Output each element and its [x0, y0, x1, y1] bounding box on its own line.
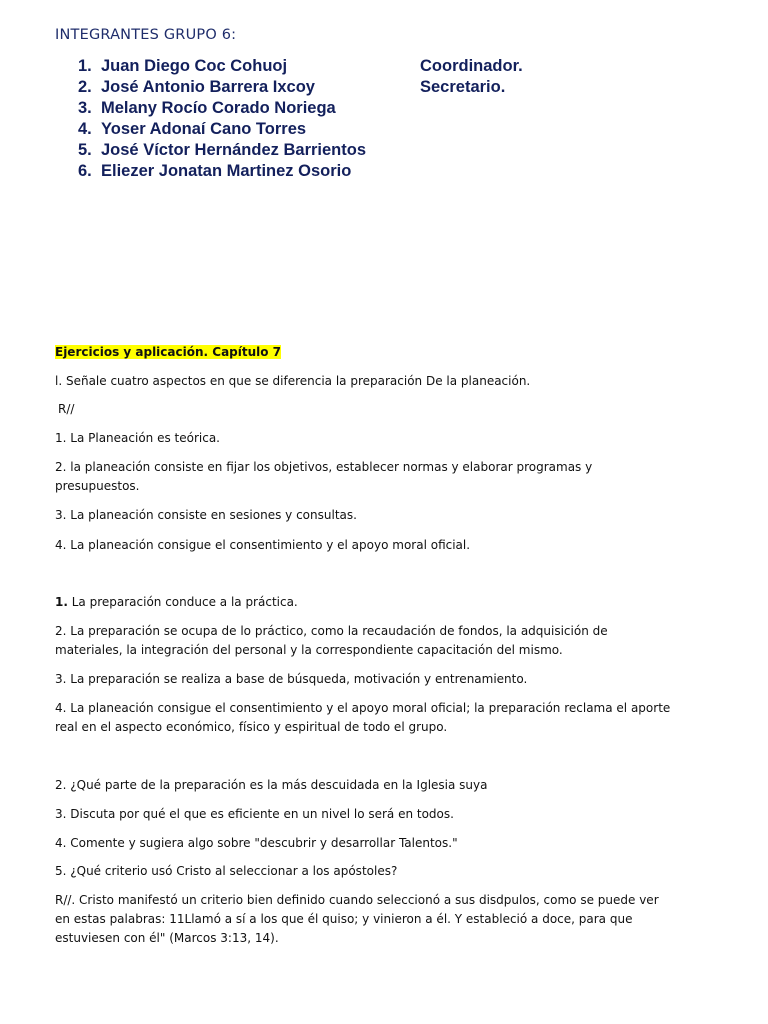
member-item	[78, 78, 506, 99]
preparacion-number: 1.	[55, 595, 68, 609]
preparacion-item: 4. La planeación consigue el consentimiento y el apoyo moral oficial; la preparación reclama el aporte	[55, 701, 671, 715]
section-heading: Ejercicios y aplicación. Capítulo 7	[55, 345, 282, 359]
member-name: José Antonio Barrera Ixcoy	[101, 78, 315, 96]
group-title: INTEGRANTES GRUPO 6:	[55, 27, 237, 43]
member-name: Eliezer Jonatan Martinez Osorio	[101, 162, 352, 180]
preparacion-text: La preparación conduce a la práctica.	[67, 595, 298, 609]
member-number: 3.	[78, 99, 92, 117]
answer-marker: R//	[58, 402, 75, 416]
planeacion-item: 4. La planeación consigue el consentimiento y el apoyo moral oficial.	[55, 538, 471, 552]
preparacion-item: 3. La preparación se realiza a base de búsqueda, motivación y entrenamiento.	[55, 672, 528, 686]
preparacion-item: real en el aspecto económico, físico y espiritual de todo el grupo.	[55, 720, 448, 734]
member-number: 2.	[78, 78, 92, 96]
preparacion-item: materiales, la integración del personal y la correspondiente capacitación del mismo.	[55, 643, 563, 657]
member-item	[78, 120, 306, 141]
question-4: 4. Comente y sugiera algo sobre "descubrir y desarrollar Talentos."	[55, 836, 458, 850]
planeacion-item: 2. la planeación consiste en fijar los objetivos, establecer normas y elaborar programas y	[55, 460, 593, 474]
member-name: José Víctor Hernández Barrientos	[101, 141, 366, 159]
member-item	[78, 162, 351, 183]
final-answer-line: estuviesen con él" (Marcos 3:13, 14).	[55, 931, 279, 945]
member-role: Secretario.	[420, 78, 506, 96]
planeacion-item: 3. La planeación consiste en sesiones y consultas.	[55, 508, 357, 522]
question-2: 2. ¿Qué parte de la preparación es la más descuidada en la Iglesia suya	[55, 778, 488, 792]
final-answer-line: en estas palabras: 11Llamó a sí a los que él quiso; y vinieron a él. Y estableció a doce, para que	[55, 912, 633, 926]
member-item	[78, 57, 523, 78]
preparacion-item: 2. La preparación se ocupa de lo práctico, como la recaudación de fondos, la adquisición de	[55, 624, 608, 638]
member-item	[78, 141, 366, 162]
question-3: 3. Discuta por qué el que es eficiente en un nivel lo será en todos.	[55, 807, 454, 821]
member-name: Melany Rocío Corado Noriega	[101, 99, 336, 117]
preparacion-item	[55, 593, 715, 612]
member-name: Juan Diego Coc Cohuoj	[101, 57, 288, 75]
member-number: 1.	[78, 57, 92, 75]
question-5: 5. ¿Qué criterio usó Cristo al seleccionar a los apóstoles?	[55, 864, 398, 878]
planeacion-item: 1. La Planeación es teórica.	[55, 431, 220, 445]
member-item	[78, 99, 336, 120]
member-number: 5.	[78, 141, 92, 159]
question-1: l. Señale cuatro aspectos en que se diferencia la preparación De la planeación.	[55, 374, 531, 388]
member-name: Yoser Adonaí Cano Torres	[101, 120, 307, 138]
member-role: Coordinador.	[420, 57, 523, 75]
planeacion-item: presupuestos.	[55, 479, 140, 493]
member-number: 4.	[78, 120, 92, 138]
member-number: 6.	[78, 162, 92, 180]
final-answer-line: R//. Cristo manifestó un criterio bien definido cuando seleccionó a sus disdpulos, como se puede ver	[55, 893, 659, 907]
